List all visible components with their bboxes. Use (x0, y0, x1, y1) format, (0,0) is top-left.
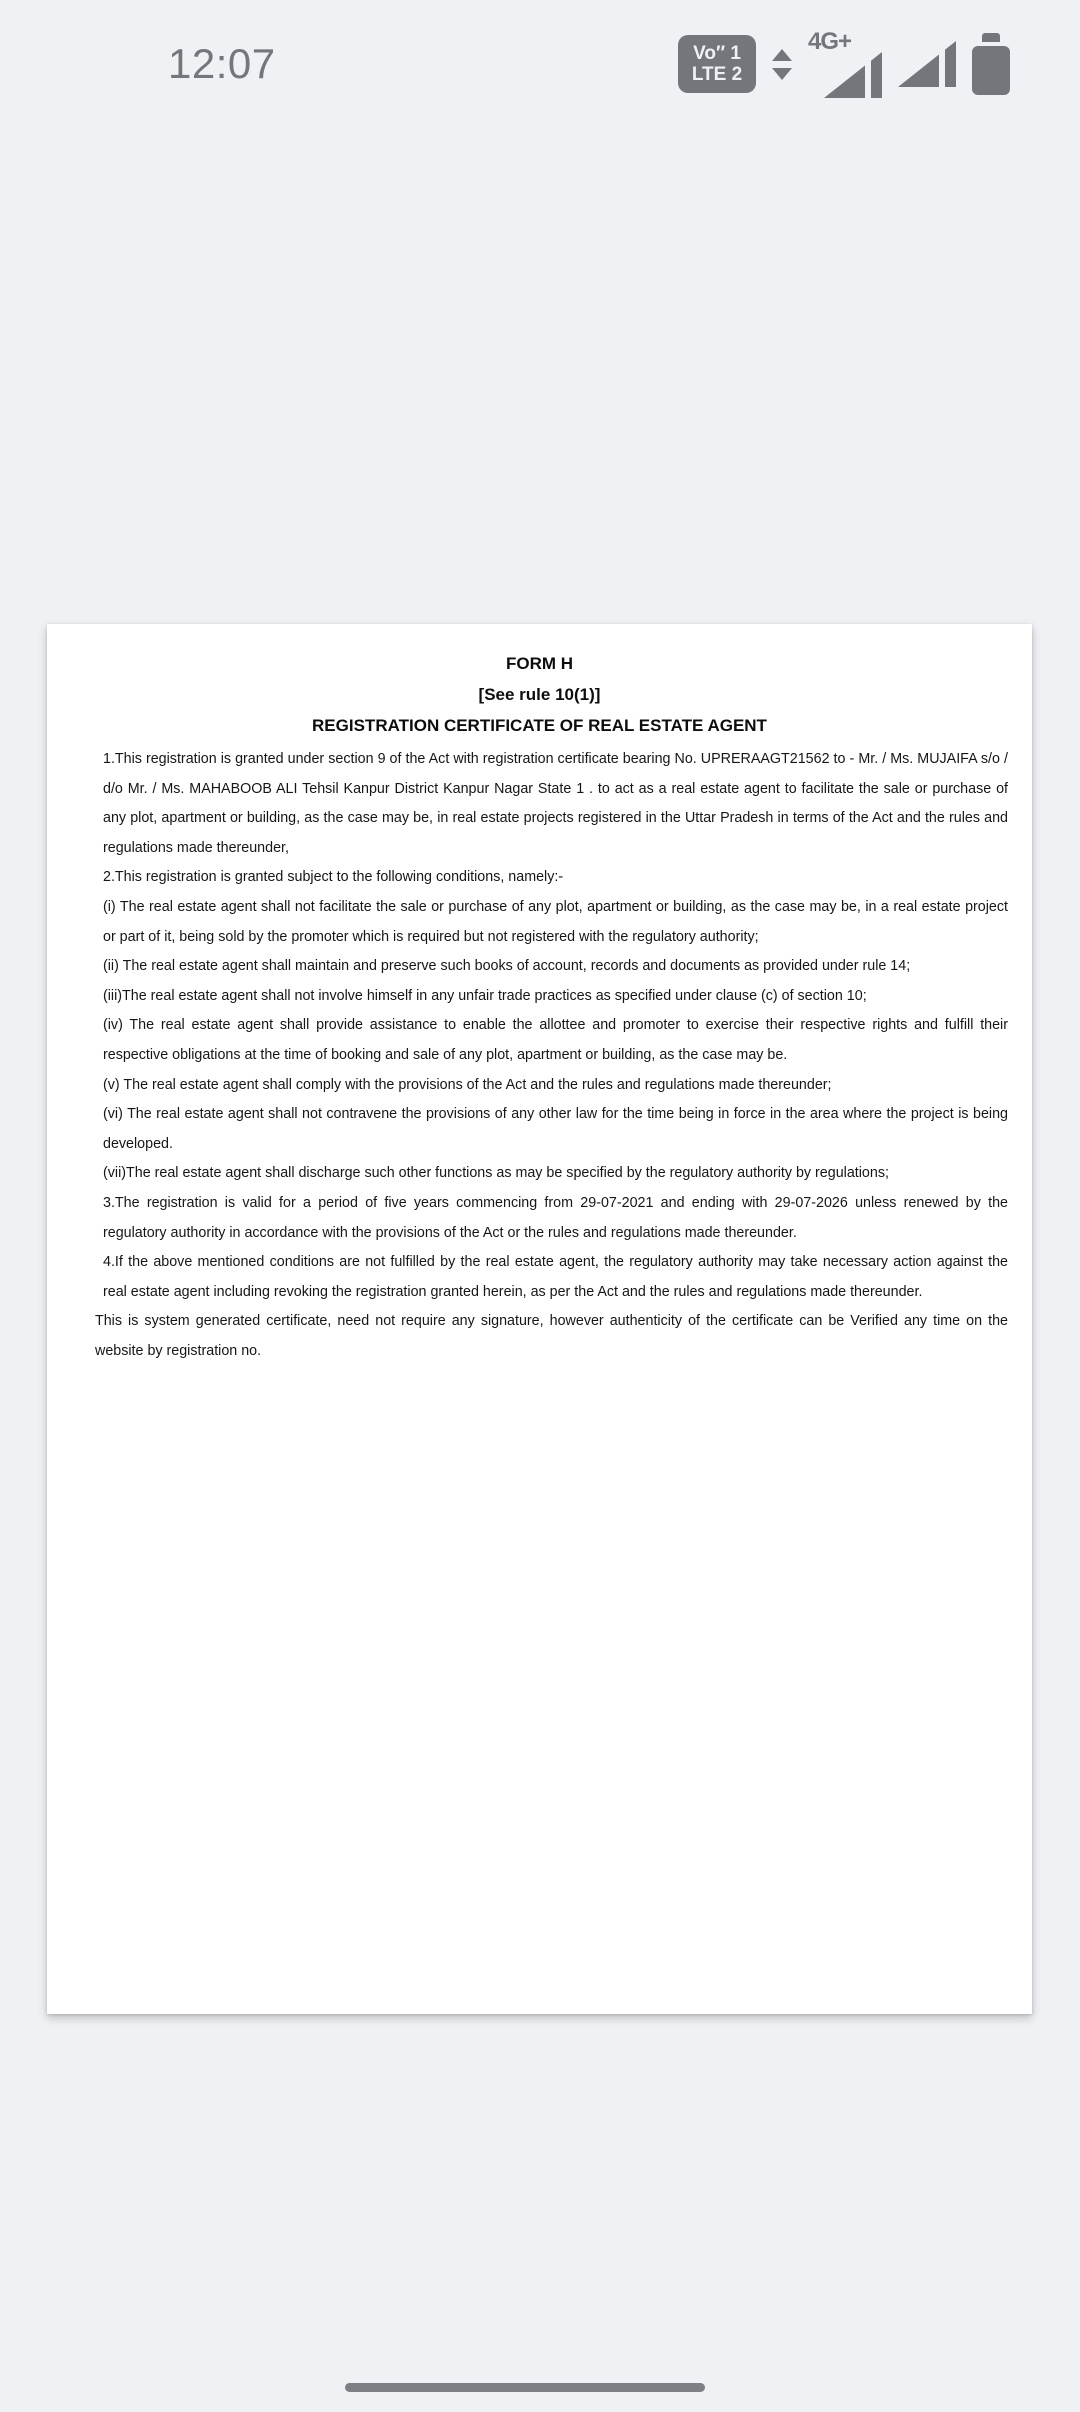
home-indicator-handle[interactable] (345, 2383, 705, 2392)
condition-iii: (iii)The real estate agent shall not involve himself in any unfair trade practices as specified under clause (c) of section 10; (103, 987, 867, 1004)
status-bar (0, 0, 1080, 118)
battery-icon (972, 33, 1010, 95)
network-type-label: 4G+ (808, 28, 852, 55)
certificate-body (95, 745, 1008, 1366)
form-title: FORM H (505, 654, 574, 673)
system-generated-note: This is system generated certificate, need not require any signature, however authenticity of the certificate can be Verified any time on the website by registration no. (95, 1313, 1008, 1359)
paragraph-1: 1.This registration is granted under section 9 of the Act with registration certificate bearing No. UPRERAAGT21562 to - Mr. / Ms. MUJAIFA s/o / d/o Mr. / Ms. MAHABOOB ALI Tehsil Kanpur District Kanpur Nagar State 1 . to act as a real estate agent to facilitate the sale or purchase of any plot, apartment or building, as the case may be, in real estate projects registered in the Uttar Pradesh in terms of the Act and the rules and regulations made thereunder, (103, 751, 1008, 856)
status-icon-tray (678, 30, 1010, 98)
clock-label: 12:07 (168, 40, 276, 87)
condition-vii: (vii)The real estate agent shall discharge such other functions as may be specified by the regulatory authority by regulations; (103, 1165, 889, 1182)
signal-strength-icon-sim1 (808, 30, 882, 98)
volte-badge-line2: LTE 2 (691, 64, 743, 85)
certificate-page (47, 624, 1032, 2014)
volte-badge-line1: Vo″ 1 (693, 43, 741, 64)
condition-iv: (iv) The real estate agent shall provide assistance to enable the allottee and promoter to exercise their respective rights and fulfill their respective obligations at the time of booking and sale of any plot, apartment or building, as the case may be. (103, 1017, 1008, 1063)
volte-badge (678, 35, 756, 93)
paragraph-4: 4.If the above mentioned conditions are not fulfilled by the real estate agent, the regulatory authority may take necessary action against the real estate agent including revoking the registration granted herein, as per the Act and the rules and regulations made thereunder. (103, 1254, 1008, 1300)
condition-vi: (vi) The real estate agent shall not contravene the provisions of any other law for the time being in force in the area where the project is being developed. (103, 1106, 1008, 1152)
paragraph-3: 3.The registration is valid for a period of five years commencing from 29-07-2021 and ending with 29-07-2026 unless renewed by the regulatory authority in accordance with the provisions of the Act or the rules and regulations made thereunder. (103, 1194, 1008, 1241)
certificate-header (71, 648, 1008, 741)
signal-strength-icon-sim2 (898, 41, 956, 87)
up-arrow-icon (772, 49, 792, 61)
battery-nub (982, 33, 1000, 42)
condition-v: (v) The real estate agent shall comply with the provisions of the Act and the rules and regulations made thereunder; (103, 1076, 832, 1093)
down-arrow-icon (772, 68, 792, 80)
battery-level (972, 46, 1010, 95)
certificate-heading: REGISTRATION CERTIFICATE OF REAL ESTATE AGENT (312, 716, 767, 735)
paragraph-2: 2.This registration is granted subject to the following conditions, namely:- (103, 869, 564, 886)
condition-i: (i) The real estate agent shall not facilitate the sale or purchase of any plot, apartment or building, as the case may be, in a real estate project or part of it, being sold by the promoter which is required but not registered with the regulatory authority; (103, 898, 1008, 945)
form-rule-subtitle: [See rule 10(1)] (478, 685, 601, 704)
condition-ii: (ii) The real estate agent shall maintain and preserve such books of account, records and documents as provided under rule 14; (103, 958, 911, 975)
signal-triangle-icon (824, 52, 882, 98)
updown-arrows-icon (772, 49, 792, 80)
